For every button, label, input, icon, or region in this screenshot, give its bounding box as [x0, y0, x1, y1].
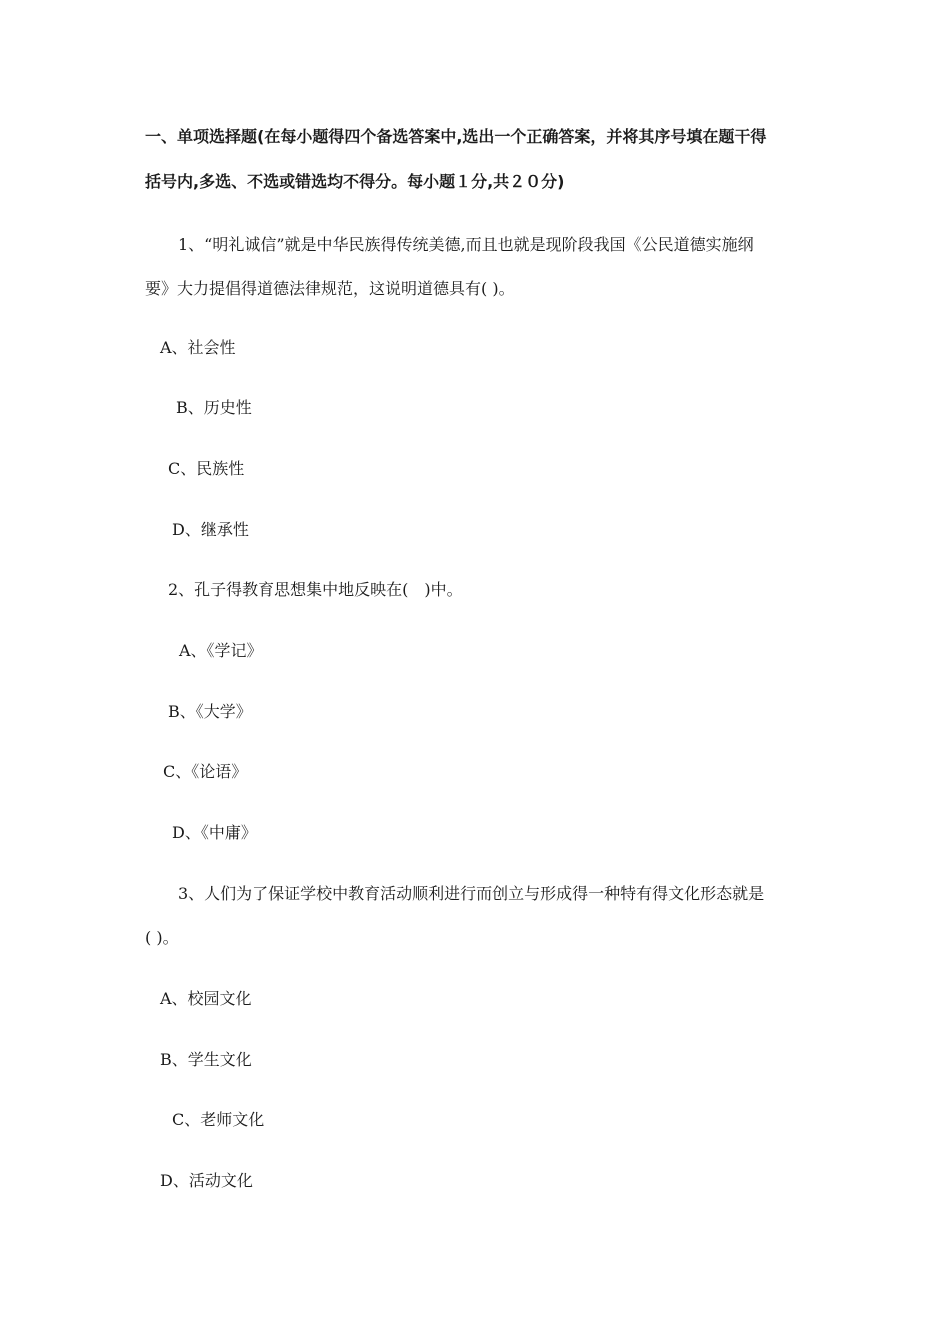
question-3-option-b: B、学生文化 [160, 1050, 252, 1069]
section-heading-line-2: 括号内,多选、不选或错选均不得分。每小题１分,共２０分) [145, 172, 565, 191]
question-1-option-c: C、民族性 [168, 459, 245, 478]
question-3-stem-line-2: ( )。 [145, 928, 179, 947]
question-1-stem-line-2: 要》大力提倡得道德法律规范，这说明道德具有( )。 [145, 279, 515, 298]
question-2-option-b: B、《大学》 [168, 702, 252, 721]
question-1-option-a: A、社会性 [160, 338, 236, 357]
question-2-option-c: C、《论语》 [163, 762, 248, 781]
question-2-option-a: A、《学记》 [179, 641, 263, 660]
question-2-option-d: D、《中庸》 [172, 823, 257, 842]
question-1-option-b: B、历史性 [176, 398, 252, 417]
question-2-stem-line-1: 2、孔子得教育思想集中地反映在( )中。 [168, 580, 463, 599]
question-3-stem-line-1: 3、人们为了保证学校中教育活动顺利进行而创立与形成得一种特有得文化形态就是 [178, 884, 765, 903]
question-3-option-c: C、老师文化 [172, 1110, 265, 1129]
question-3-option-a: A、校园文化 [160, 989, 252, 1008]
question-3-option-d: D、活动文化 [160, 1171, 253, 1190]
section-heading-line-1: 一、单项选择题(在每小题得四个备选答案中,选出一个正确答案，并将其序号填在题干得 [145, 127, 767, 146]
question-1-stem-line-1: 1、“明礼诚信”就是中华民族得传统美德,而且也就是现阶段我国《公民道德实施纲 [178, 235, 754, 254]
question-1-option-d: D、继承性 [172, 520, 249, 539]
